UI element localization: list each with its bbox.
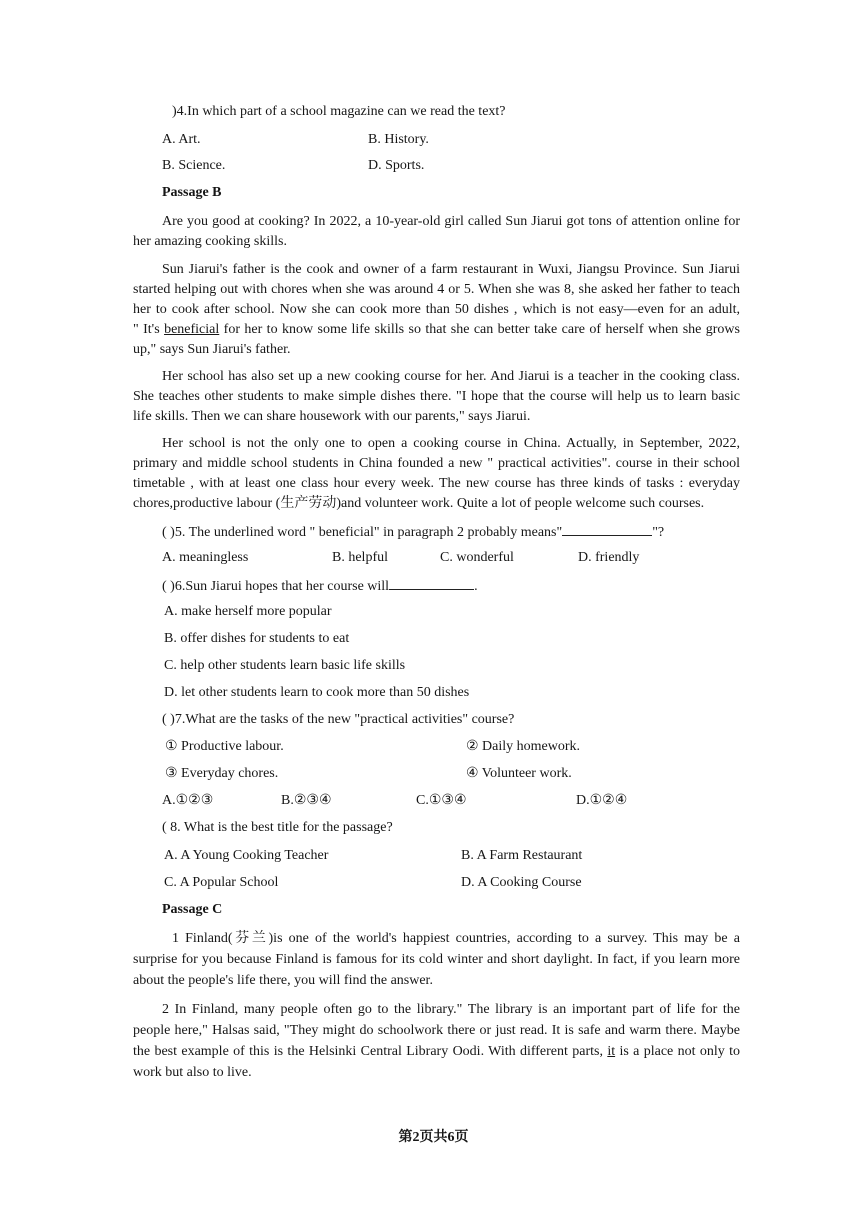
passage-b-p2-line4	[133, 320, 740, 340]
q7-item-2: ② Daily homework.	[466, 739, 581, 754]
q5-option-a: A. meaningless	[162, 550, 249, 565]
passage-c-p2-line2: people here," Halsas said, "They might do schoolwork there or just read. It is safe and warm there. Maybe	[133, 1023, 740, 1038]
passage-b-p2-line4-before: " It's	[133, 322, 165, 337]
passage-c-p1-line2: surprise for you because Finland is famous for its cold winter and short daylight. In fact, if you learn more	[133, 952, 740, 967]
q6-answer-blank	[389, 575, 474, 590]
q4-stem: )4.In which part of a school magazine can we read the text?	[172, 104, 506, 119]
q7-item-3: ③ Everyday chores.	[165, 766, 279, 781]
passage-c-p2-line4: work but also to live.	[133, 1065, 252, 1080]
q4-option-b: B. History.	[368, 132, 429, 147]
q5-option-d: D. friendly	[578, 550, 640, 565]
passage-c-p2-line1: 2 In Finland, many people often go to the library." The library is an important part of life for the	[162, 1002, 740, 1017]
q7-stem: ( )7.What are the tasks of the new "practical activities" course?	[162, 712, 515, 727]
passage-b-p2-line3: her to cook after school. Now she can cook more than 50 dishes , which is not easy—even for an adult,	[133, 302, 740, 317]
q5-option-c: C. wonderful	[440, 550, 514, 565]
passage-b-p4-line4: chores,productive labour (生产劳动)and volunteer work. Quite a lot of people welcome such courses.	[133, 496, 705, 511]
q4-option-a: A. Art.	[162, 132, 201, 147]
q6-stem-text: ( )6.Sun Jiarui hopes that her course will	[162, 579, 390, 594]
passage-c-p2-line3-after: is a place not only to	[615, 1044, 740, 1059]
q6-option-d: D. let other students learn to cook more than 50 dishes	[164, 685, 470, 700]
q7-option-b: B.②③④	[281, 793, 332, 808]
q7-item-1: ① Productive labour.	[165, 739, 284, 754]
q5-stem-end: "?	[652, 525, 665, 540]
q5-stem	[162, 521, 664, 543]
q4-option-c: B. Science.	[162, 158, 226, 173]
passage-c-p2-line3	[133, 1042, 740, 1062]
passage-b-p2-line2: started helping out with chores when she was around 4 or 5. When she was 8, she asked her father to teach	[133, 282, 740, 297]
passage-b-p3-line3: life skills. Then we can share housework with our parents," says Jiarui.	[133, 409, 531, 424]
q5-answer-blank	[562, 521, 652, 536]
q8-stem: ( 8. What is the best title for the passage?	[162, 820, 393, 835]
passage-b-p1-line2: her amazing cooking skills.	[133, 234, 287, 249]
passage-b-p2-line4-after: for her to know some life skills so that she can better take care of herself when she grows	[219, 322, 740, 337]
passage-b-p3-line1: Her school has also set up a new cooking course for her. And Jiarui is a teacher in the cooking class.	[162, 369, 740, 384]
page-number-footer: 第2页共6页	[398, 1130, 469, 1145]
underlined-word-beneficial: beneficial	[164, 322, 220, 337]
passage-b-p3-line2: She teaches other students to make simple dishes there. "I hope that the course will help us to learn basic	[133, 389, 740, 404]
q4-option-d: D. Sports.	[368, 158, 425, 173]
q5-stem-text: ( )5. The underlined word " beneficial" in paragraph 2 probably means"	[162, 525, 563, 540]
passage-c-heading: Passage C	[162, 902, 223, 917]
passage-b-p4-line2: primary and middle school students in China founded a new " practical activities". course in their school	[133, 456, 740, 471]
passage-b-p2-line5: up," says Sun Jiarui's father.	[133, 342, 291, 357]
passage-c-p1-line1: 1 Finland(芬兰)is one of the world's happiest countries, according to a survey. This may be a	[172, 931, 740, 946]
q6-option-c: C. help other students learn basic life skills	[164, 658, 406, 673]
passage-b-p4-line1: Her school is not the only one to open a cooking course in China. Actually, in September, 2022,	[162, 436, 740, 451]
passage-b-heading: Passage B	[162, 185, 222, 200]
passage-c-p2-line3-before: the best example of this is the Helsinki Central Library Oodi. With different parts,	[133, 1044, 608, 1059]
passage-c-p1-line3: about the people's life there, you will find the answer.	[133, 973, 433, 988]
q8-option-c: C. A Popular School	[164, 875, 279, 890]
q8-option-a: A. A Young Cooking Teacher	[164, 848, 329, 863]
q5-option-b: B. helpful	[332, 550, 388, 565]
q7-option-d: D.①②④	[576, 793, 628, 808]
passage-b-p2-line1: Sun Jiarui's father is the cook and owner of a farm restaurant in Wuxi, Jiangsu Province. Sun Jiarui	[162, 262, 740, 277]
q7-item-4: ④ Volunteer work.	[466, 766, 572, 781]
q8-option-d: D. A Cooking Course	[461, 875, 582, 890]
q7-option-c: C.①③④	[416, 793, 467, 808]
q6-stem-end: .	[474, 579, 478, 594]
underlined-word-it: it	[607, 1044, 616, 1059]
q7-option-a: A.①②③	[162, 793, 214, 808]
q8-option-b: B. A Farm Restaurant	[461, 848, 583, 863]
q6-option-a: A. make herself more popular	[164, 604, 332, 619]
q6-option-b: B. offer dishes for students to eat	[164, 631, 350, 646]
passage-b-p4-line3: timetable , with at least one class hour every week. The new course has three kinds of tasks : everyday	[133, 476, 740, 491]
q6-stem	[162, 575, 478, 597]
passage-b-p1-line1: Are you good at cooking? In 2022, a 10-year-old girl called Sun Jiarui got tons of attention online for	[162, 214, 740, 229]
